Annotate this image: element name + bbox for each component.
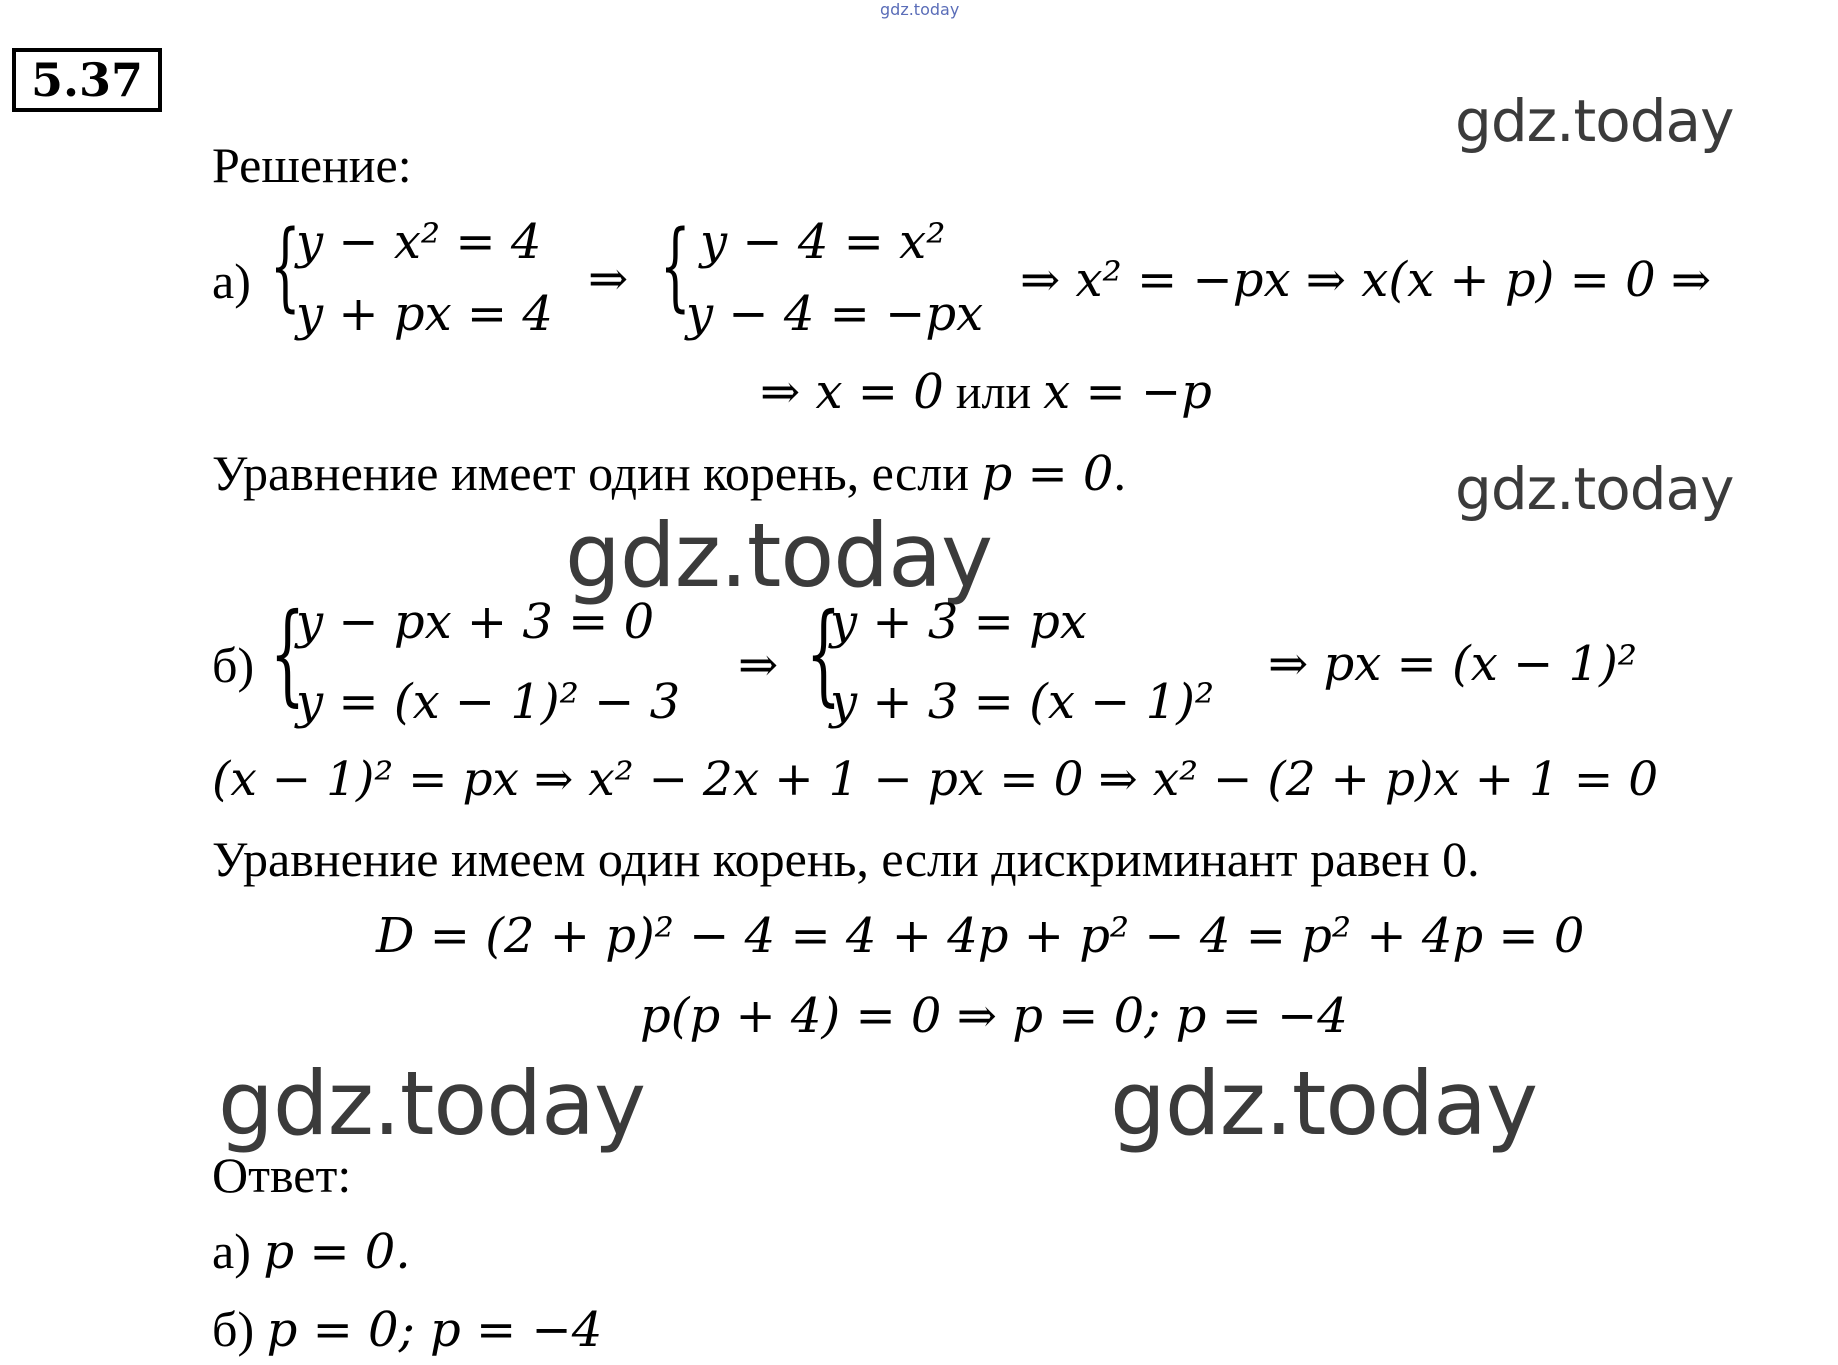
- answer-b: б) p = 0; p = −4: [212, 1301, 603, 1358]
- brace-icon: {: [270, 210, 301, 322]
- part-a-label: а): [212, 253, 251, 309]
- answer-heading: Ответ:: [212, 1147, 352, 1203]
- part-a-chain: ⇒ x² = −px ⇒ x(x + p) = 0 ⇒: [1020, 252, 1712, 308]
- part-b-chain: ⇒ px = (x − 1)²: [1268, 636, 1638, 692]
- system-a2-line2: y − 4 = −px: [686, 286, 984, 342]
- implies-arrow: ⇒: [588, 253, 629, 306]
- system-a1-line1: y − x² = 4: [296, 214, 542, 270]
- watermark: gdz.today: [1455, 455, 1734, 523]
- part-b-conclusion: Уравнение имеем один корень, если дискриминант равен 0.: [212, 831, 1480, 887]
- root-1: ⇒ x = 0: [760, 364, 944, 420]
- system-b2-line2: y + 3 = (x − 1)²: [830, 674, 1215, 730]
- or-word: или: [955, 366, 1032, 419]
- part-b-equation: (x − 1)² = px ⇒ x² − 2x + 1 − px = 0 ⇒ x² − (2 + p)x + 1 = 0: [212, 752, 1659, 807]
- watermark: gdz.today: [1455, 87, 1734, 155]
- system-b1-line2: y = (x − 1)² − 3: [296, 674, 681, 730]
- watermark: gdz.today: [218, 1052, 646, 1155]
- part-a-conclusion: Уравнение имеет один корень, если p = 0.: [212, 445, 1126, 502]
- implies-arrow: ⇒: [738, 639, 779, 692]
- discriminant-equation: D = (2 + p)² − 4 = 4 + 4p + p² − 4 = p² + 4p = 0: [376, 908, 1585, 964]
- factored-equation: p(p + 4) = 0 ⇒ p = 0; p = −4: [640, 988, 1348, 1044]
- task-number-badge: 5.37: [12, 48, 162, 112]
- part-a-roots: [760, 364, 1212, 420]
- solution-heading: Решение:: [212, 137, 412, 193]
- system-a1-line2: y + px = 4: [296, 286, 553, 342]
- system-a2-line1: y − 4 = x²: [700, 214, 946, 270]
- answer-a: а) p = 0.: [212, 1223, 411, 1280]
- system-b2-line1: y + 3 = px: [830, 594, 1087, 650]
- brace-icon: {: [806, 589, 841, 717]
- brace-icon: {: [660, 210, 691, 322]
- watermark: gdz.today: [565, 504, 993, 607]
- watermark-top: gdz.today: [880, 0, 960, 19]
- brace-icon: {: [270, 589, 305, 717]
- watermark: gdz.today: [1110, 1052, 1538, 1155]
- system-b1-line1: y − px + 3 = 0: [296, 594, 655, 650]
- part-b-label: б): [212, 637, 255, 693]
- root-2: x = −p: [1043, 364, 1212, 420]
